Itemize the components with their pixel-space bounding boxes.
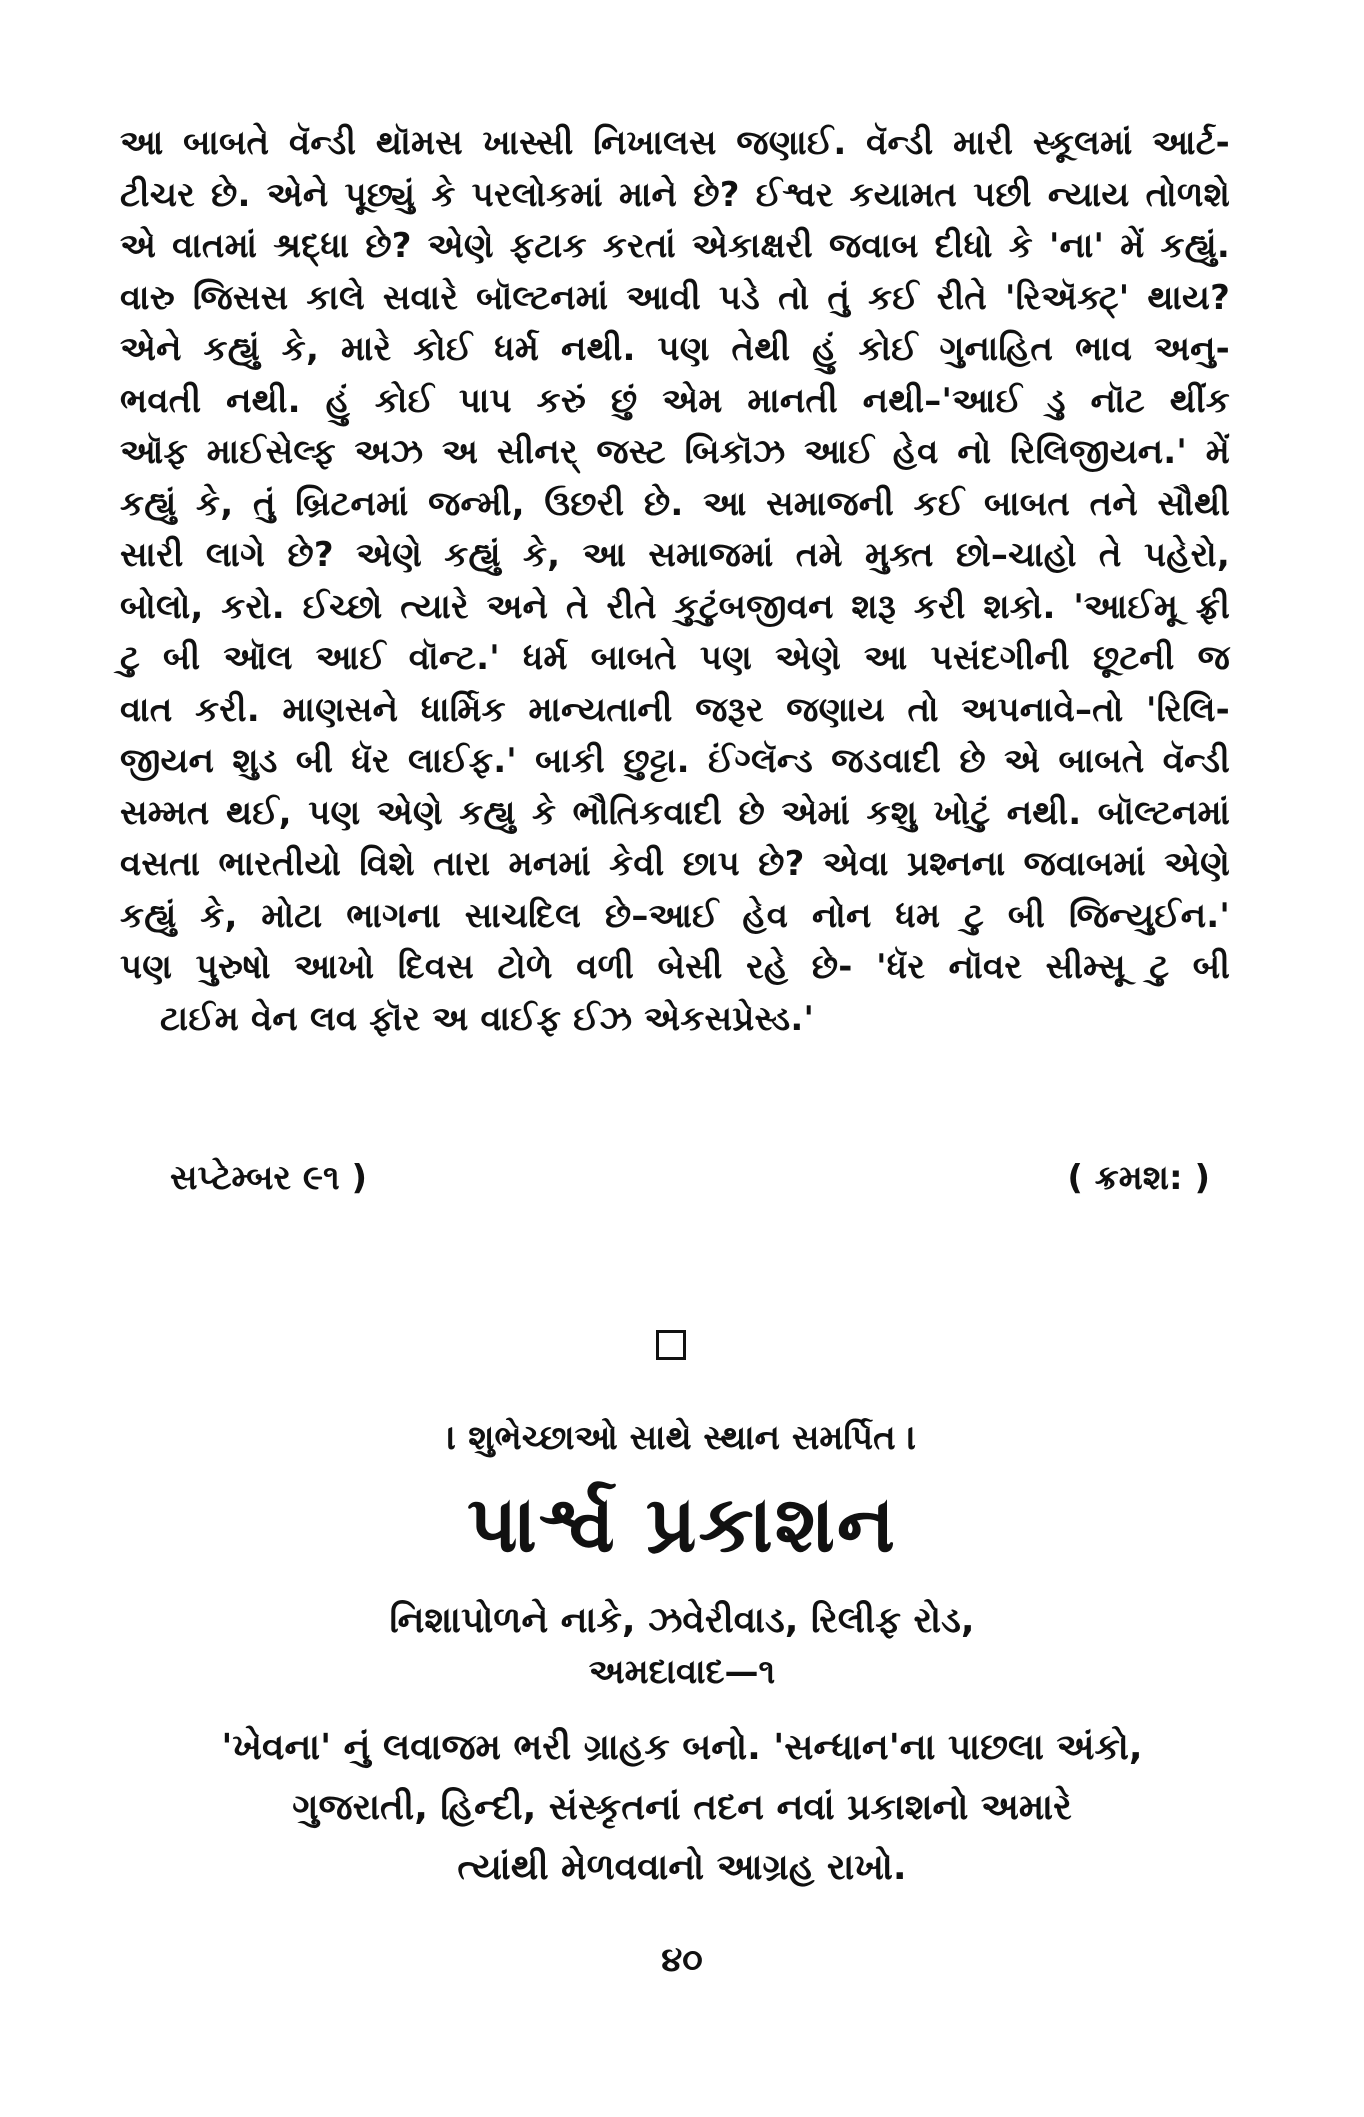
paragraph-line: કહ્યું કે, મોટા ભાગના સાચદિલ છે–આઈ હેવ નોન ધમ ટુ બી જિન્યુઈન.' xyxy=(120,895,1230,936)
paragraph-line: પણ પુરુષો આખો દિવસ ટોળે વળી બેસી રહે છે- 'ધૅર નૉવર સીમ્સૂ ટુ બી xyxy=(120,947,1230,987)
page-number: ૪૦ xyxy=(661,1940,703,1980)
paragraph-line: એને કહ્યું કે, મારે કોઈ ધર્મ નથી. પણ તેથી હું કોઈ ગુનાહિત ભાવ અનુ- xyxy=(120,329,1230,369)
paragraph-line: ટુ બી ઑલ આઈ વૉન્ટ.' ધર્મ બાબતે પણ એણે આ પસંદગીની છૂટની જ xyxy=(120,638,1230,678)
continued-marker: ( ક્રમશ: ) xyxy=(1067,1158,1210,1198)
paragraph-line: વારુ જિસસ કાલે સવારે બૉલ્ટનમાં આવી પડે તો તું કઈ રીતે 'રિઍક્ટ્' થાય? xyxy=(120,277,1230,318)
paragraph-line: ટાઈમ વેન લવ ફૉર અ વાઈફ ઈઝ એકસપ્રેસ્ડ.' xyxy=(160,998,815,1039)
advert-subtitle: । શુભેચ્છાઓ સાથે સ્થાન સમર્પિત । xyxy=(447,1418,917,1458)
paragraph-line: ભવતી નથી. હું કોઈ પાપ કરું છું એમ માનતી નથી–'આઈ ડુ નૉટ થીંક xyxy=(120,380,1230,421)
paragraph-line: ટીચર છે. એને પૂછ્યું કે પરલોકમાં માને છે? ઈશ્વર કયામત પછી ન્યાય તોળશે xyxy=(120,174,1230,215)
paragraph-line: ઑફ માઈસેલ્ફ અઝ અ સીનર્ જસ્ટ બિકૉઝ આઈ હેવ નો રિલિજીયન.' મેં xyxy=(120,432,1230,472)
paragraph-line: સમ્મત થઈ, પણ એણે કહ્યુ કે ભૌતિકવાદી છે એમાં કશુ ખોટું નથી. બૉલ્ટનમાં xyxy=(120,792,1230,833)
dateline xyxy=(170,1158,1210,1198)
advert-note xyxy=(0,1718,1364,1898)
section-divider-box xyxy=(656,1330,686,1360)
paragraph-line: વાત કરી. માણસને ધાર્મિક માન્યતાની જરૂર જણાય તો અપનાવે–તો 'રિલિ- xyxy=(120,689,1230,730)
paragraph-line: એ વાતમાં શ્રદ્ધા છે? એણે ફટાક કરતાં એકાક્ષરી જવાબ દીધો કે 'ના' મેં કહ્યું. xyxy=(120,226,1230,266)
advert-note-line: ત્યાંથી મેળવવાનો આગ્રહ રાખો. xyxy=(457,1847,907,1888)
paragraph-line: જીયન શુડ બી ધૅર લાઈફ.' બાકી છુટ્ટા. ઈંગ્લૅન્ડ જડવાદી છે એ બાબતે વૅન્ડી xyxy=(120,741,1230,781)
paragraph-line: કહ્યું કે, તું બ્રિટનમાં જન્મી, ઉછરી છે. આ સમાજની કઈ બાબત તને સૌથી xyxy=(120,483,1230,524)
advert-address-line1: નિશાપોળને નાકે, ઝવેરીવાડ, રિલીફ રોડ, xyxy=(389,1600,975,1641)
article-paragraph xyxy=(120,118,1230,1045)
advert-address-line2: અમદાવાદ—૧ xyxy=(588,1652,776,1692)
paragraph-line: સારી લાગે છે? એણે કહ્યું કે, આ સમાજમાં તમે મુક્ત છો–ચાહો તે પહેરો, xyxy=(120,535,1230,575)
advert-note-line: ગુજરાતી, હિન્દી, સંસ્કૃતનાં તદન નવાં પ્રકાશનો અમારે xyxy=(292,1787,1072,1828)
advert-title: પાર્શ્વ પ્રકાશન xyxy=(467,1480,897,1570)
paragraph-line: બોલો, કરો. ઈચ્છો ત્યારે અને તે રીતે કુટુંબજીવન શરૂ કરી શકો. 'આઈમૂ ફ્રી xyxy=(120,586,1230,627)
paragraph-line: આ બાબતે વૅન્ડી થૉમસ ખાસ્સી નિખાલસ જણાઈ. વૅન્ડી મારી સ્કૂલમાં આર્ટ- xyxy=(120,123,1230,163)
article-date: સપ્ટેમ્બર ૯૧ ) xyxy=(170,1158,368,1198)
paragraph-line: વસતા ભારતીયો વિશે તારા મનમાં કેવી છાપ છે? એવા પ્રશ્નના જવાબમાં એણે xyxy=(120,844,1230,884)
advert-note-line: 'ખેવના' નું લવાજમ ભરી ગ્રાહક બનો. 'સન્ધાન'ના પાછલા અંકો, xyxy=(221,1727,1143,1768)
